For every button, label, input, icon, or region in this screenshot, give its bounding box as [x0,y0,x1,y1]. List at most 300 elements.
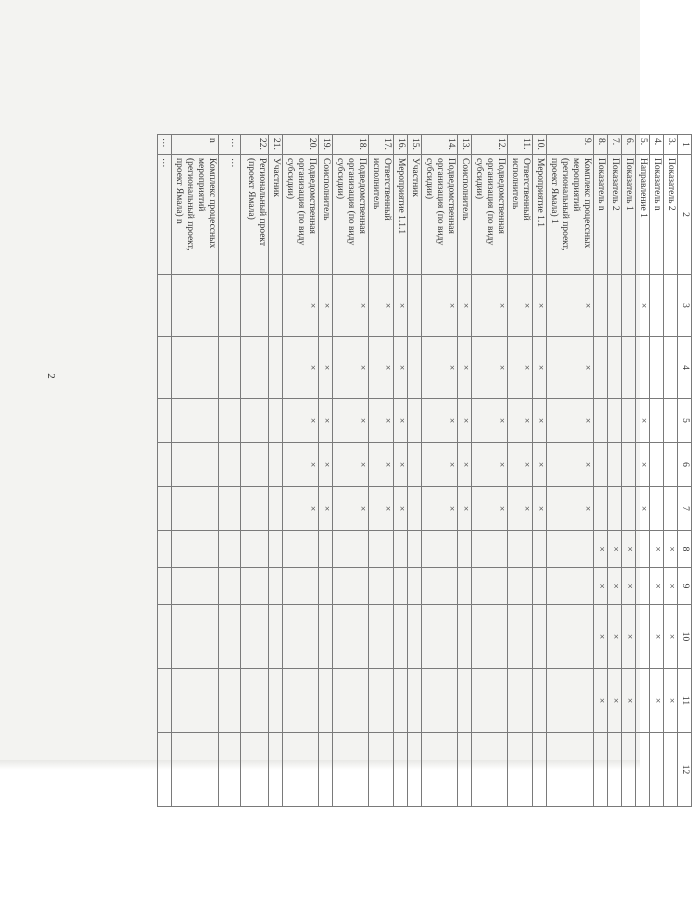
mark-cell: × [508,399,533,443]
row-number: … [158,135,172,155]
row-number: n [172,135,219,155]
mark-cell [241,337,269,399]
table-row [394,135,408,807]
mark-cell [408,605,422,669]
mark-cell: × [547,487,594,531]
mark-cell [241,275,269,337]
mark-cell [547,669,594,733]
mark-cell [533,531,547,568]
mark-cell [472,605,508,669]
mark-cell [269,337,283,399]
mark-cell: × [650,531,664,568]
mark-cell: × [283,443,319,487]
mark-cell [622,337,636,399]
row-name: Подведомственная организация (по виду субсидии) [283,155,319,275]
row-name: Участник [269,155,283,275]
table-row [283,135,319,807]
empty-cell [369,733,394,807]
mark-cell [533,568,547,605]
mark-cell: × [458,399,472,443]
mark-cell [158,568,172,605]
empty-cell [408,733,422,807]
mark-cell: × [333,275,369,337]
mark-cell [319,568,333,605]
mark-cell: × [319,443,333,487]
mark-cell [547,605,594,669]
mark-cell [608,337,622,399]
table-row [333,135,369,807]
mark-cell: × [319,275,333,337]
mark-cell [369,669,394,733]
row-number: 17. [369,135,394,155]
mark-cell [508,605,533,669]
table-row [608,135,622,807]
mark-cell: × [608,669,622,733]
mark-cell: × [319,487,333,531]
mark-cell: × [333,399,369,443]
mark-cell [241,568,269,605]
mark-cell: × [664,568,678,605]
mark-cell [158,275,172,337]
mark-cell [622,399,636,443]
empty-cell [472,733,508,807]
row-number: 12. [472,135,508,155]
mark-cell [283,568,319,605]
mark-cell: × [422,487,458,531]
mark-cell [594,399,608,443]
mark-cell [283,669,319,733]
mark-cell [636,669,650,733]
table-row [369,135,394,807]
mark-cell: × [547,443,594,487]
mark-cell [219,275,241,337]
mark-cell [458,605,472,669]
mark-cell [608,443,622,487]
header-cell: 1 [678,135,692,155]
empty-cell [650,733,664,807]
mark-cell: × [394,487,408,531]
schedule-table [157,134,692,807]
mark-cell [594,487,608,531]
mark-cell [172,605,219,669]
mark-cell [408,275,422,337]
mark-cell: × [608,531,622,568]
empty-cell [158,733,172,807]
mark-cell: × [594,568,608,605]
mark-cell [394,669,408,733]
header-cell: 3 [678,275,692,337]
mark-cell [408,568,422,605]
row-number: 19. [319,135,333,155]
row-name: Мероприятие 1.1 [533,155,547,275]
mark-cell [458,531,472,568]
mark-cell [394,568,408,605]
row-name: Комплекс процессных мероприятий (региональный проект, проект Ямала) 1 [547,155,594,275]
header-cell: 4 [678,337,692,399]
mark-cell [241,487,269,531]
table-row [241,135,269,807]
mark-cell [172,487,219,531]
mark-cell: × [319,399,333,443]
mark-cell [319,669,333,733]
table-row [594,135,608,807]
row-name: Участник [408,155,422,275]
mark-cell: × [622,605,636,669]
mark-cell [408,337,422,399]
mark-cell [636,568,650,605]
mark-cell [219,605,241,669]
empty-cell [608,733,622,807]
row-name: Показатель 1 [622,155,636,275]
row-number: 18. [333,135,369,155]
table-row [269,135,283,807]
mark-cell: × [622,531,636,568]
table-row [422,135,458,807]
mark-cell [547,531,594,568]
mark-cell [422,531,458,568]
mark-cell [158,487,172,531]
mark-cell [269,399,283,443]
row-name: Мероприятие 1.1.1 [394,155,408,275]
mark-cell [241,399,269,443]
empty-cell [269,733,283,807]
mark-cell: × [472,275,508,337]
rotated-table-container [160,134,692,806]
row-number: 6. [622,135,636,155]
row-number: 7. [608,135,622,155]
row-number: … [219,135,241,155]
mark-cell [533,605,547,669]
mark-cell [172,337,219,399]
table-row [172,135,219,807]
mark-cell [650,487,664,531]
empty-cell [508,733,533,807]
mark-cell: × [508,337,533,399]
mark-cell: × [608,605,622,669]
mark-cell [408,443,422,487]
row-number: 5. [636,135,650,155]
mark-cell [219,531,241,568]
row-name: Подведомственная организация (по виду субсидии) [422,155,458,275]
mark-cell [369,605,394,669]
mark-cell: × [622,568,636,605]
table-row [219,135,241,807]
mark-cell: × [594,669,608,733]
header-cell: 10 [678,605,692,669]
mark-cell [394,605,408,669]
mark-cell [650,399,664,443]
mark-cell: × [547,399,594,443]
mark-cell: × [636,487,650,531]
mark-cell: × [636,399,650,443]
mark-cell [269,531,283,568]
row-name: Показатель 2 [664,155,678,275]
mark-cell: × [472,443,508,487]
mark-cell: × [664,669,678,733]
mark-cell: × [422,443,458,487]
mark-cell [319,531,333,568]
mark-cell [219,337,241,399]
row-name: Ответственный исполнитель [369,155,394,275]
mark-cell [219,568,241,605]
mark-cell [172,531,219,568]
mark-cell [636,531,650,568]
mark-cell [622,443,636,487]
empty-cell [533,733,547,807]
mark-cell [664,487,678,531]
mark-cell: × [458,337,472,399]
mark-cell [650,275,664,337]
row-name: Подведомственная организация (по виду субсидии) [472,155,508,275]
mark-cell: × [508,443,533,487]
mark-cell: × [547,337,594,399]
header-cell: 11 [678,669,692,733]
mark-cell [608,399,622,443]
row-name: … [158,155,172,275]
mark-cell: × [333,443,369,487]
mark-cell: × [458,487,472,531]
row-number: 4. [650,135,664,155]
row-name: Показатель 2 [608,155,622,275]
mark-cell [369,531,394,568]
row-name: Региональный проект (проект Ямала) [241,155,269,275]
mark-cell: × [547,275,594,337]
mark-cell [172,275,219,337]
table-row [508,135,533,807]
empty-cell [422,733,458,807]
mark-cell [472,531,508,568]
mark-cell [636,337,650,399]
mark-cell [458,669,472,733]
mark-cell [664,399,678,443]
row-number: 15. [408,135,422,155]
mark-cell [333,568,369,605]
mark-cell [594,337,608,399]
mark-cell: × [533,275,547,337]
empty-cell [664,733,678,807]
table-row [458,135,472,807]
mark-cell [422,568,458,605]
mark-cell: × [369,399,394,443]
mark-cell [408,487,422,531]
mark-cell [241,531,269,568]
mark-cell [158,399,172,443]
mark-cell: × [394,443,408,487]
row-name: Подведомственная организация (по виду субсидии) [333,155,369,275]
row-number: 3. [664,135,678,155]
table-row [472,135,508,807]
mark-cell [508,568,533,605]
mark-cell [472,568,508,605]
empty-cell [594,733,608,807]
mark-cell: × [650,605,664,669]
mark-cell [158,605,172,669]
mark-cell [664,275,678,337]
row-number: 9. [547,135,594,155]
mark-cell [547,568,594,605]
empty-cell [319,733,333,807]
empty-cell [622,733,636,807]
mark-cell [622,487,636,531]
mark-cell: × [283,275,319,337]
row-name: Соисполнитель [319,155,333,275]
mark-cell [269,275,283,337]
mark-cell: × [333,487,369,531]
mark-cell [422,669,458,733]
mark-cell [319,605,333,669]
mark-cell: × [458,275,472,337]
mark-cell: × [394,275,408,337]
mark-cell [636,605,650,669]
header-row [678,135,692,807]
mark-cell [664,443,678,487]
table-row [319,135,333,807]
row-number: 20. [283,135,319,155]
mark-cell [269,605,283,669]
mark-cell [458,568,472,605]
mark-cell [650,443,664,487]
table-row [650,135,664,807]
empty-cell [458,733,472,807]
empty-cell [241,733,269,807]
header-cell: 5 [678,399,692,443]
mark-cell: × [283,487,319,531]
mark-cell [158,669,172,733]
mark-cell: × [458,443,472,487]
mark-cell: × [664,605,678,669]
mark-cell [422,605,458,669]
mark-cell: × [369,275,394,337]
mark-cell: × [422,275,458,337]
mark-cell [622,275,636,337]
mark-cell: × [369,337,394,399]
mark-cell: × [422,337,458,399]
empty-cell [394,733,408,807]
mark-cell [394,531,408,568]
mark-cell [664,337,678,399]
page-number: 2 [45,373,57,379]
mark-cell: × [533,337,547,399]
mark-cell: × [533,399,547,443]
mark-cell [269,487,283,531]
mark-cell [241,443,269,487]
mark-cell [333,669,369,733]
mark-cell: × [319,337,333,399]
mark-cell [650,337,664,399]
row-name: Комплекс процессных мероприятий (региональный проект, проект Ямала) n [172,155,219,275]
mark-cell [508,531,533,568]
mark-cell [283,605,319,669]
mark-cell [594,443,608,487]
mark-cell [269,568,283,605]
mark-cell: × [594,531,608,568]
mark-cell [158,443,172,487]
table-row [664,135,678,807]
table-row [158,135,172,807]
row-name: Направление 1 [636,155,650,275]
mark-cell: × [650,669,664,733]
mark-cell [608,275,622,337]
header-cell: 9 [678,568,692,605]
mark-cell [472,669,508,733]
row-number: 14. [422,135,458,155]
mark-cell [219,399,241,443]
empty-cell [172,733,219,807]
row-number: 13. [458,135,472,155]
mark-cell [172,443,219,487]
mark-cell: × [394,337,408,399]
table-row [547,135,594,807]
mark-cell: × [508,275,533,337]
mark-cell [333,531,369,568]
empty-cell [636,733,650,807]
header-cell: 6 [678,443,692,487]
mark-cell [172,568,219,605]
table-row [408,135,422,807]
header-cell: 2 [678,155,692,275]
mark-cell: × [283,399,319,443]
row-name: Показатель n [650,155,664,275]
mark-cell: × [608,568,622,605]
mark-cell [608,487,622,531]
row-name: Ответственный исполнитель [508,155,533,275]
mark-cell: × [472,487,508,531]
mark-cell: × [472,337,508,399]
mark-cell [241,605,269,669]
mark-cell: × [472,399,508,443]
row-number: 16. [394,135,408,155]
mark-cell: × [533,487,547,531]
row-number: 22. [241,135,269,155]
empty-cell [219,733,241,807]
row-name: … [219,155,241,275]
mark-cell [408,669,422,733]
mark-cell [369,568,394,605]
mark-cell [408,399,422,443]
row-name: Показатель n [594,155,608,275]
mark-cell [172,399,219,443]
table-row [622,135,636,807]
header-cell: 12 [678,733,692,807]
mark-cell [172,669,219,733]
mark-cell [594,275,608,337]
mark-cell [269,443,283,487]
mark-cell: × [369,443,394,487]
mark-cell [333,605,369,669]
mark-cell: × [394,399,408,443]
mark-cell: × [594,605,608,669]
mark-cell [283,531,319,568]
mark-cell [219,669,241,733]
row-number: 10. [533,135,547,155]
row-number: 11. [508,135,533,155]
mark-cell: × [333,337,369,399]
mark-cell [408,531,422,568]
mark-cell [241,669,269,733]
mark-cell [219,443,241,487]
mark-cell [269,669,283,733]
row-name: Соисполнитель [458,155,472,275]
table-row [533,135,547,807]
mark-cell: × [636,275,650,337]
mark-cell: × [422,399,458,443]
empty-cell [283,733,319,807]
mark-cell: × [622,669,636,733]
empty-cell [333,733,369,807]
header-cell: 7 [678,487,692,531]
mark-cell: × [283,337,319,399]
table-row [636,135,650,807]
